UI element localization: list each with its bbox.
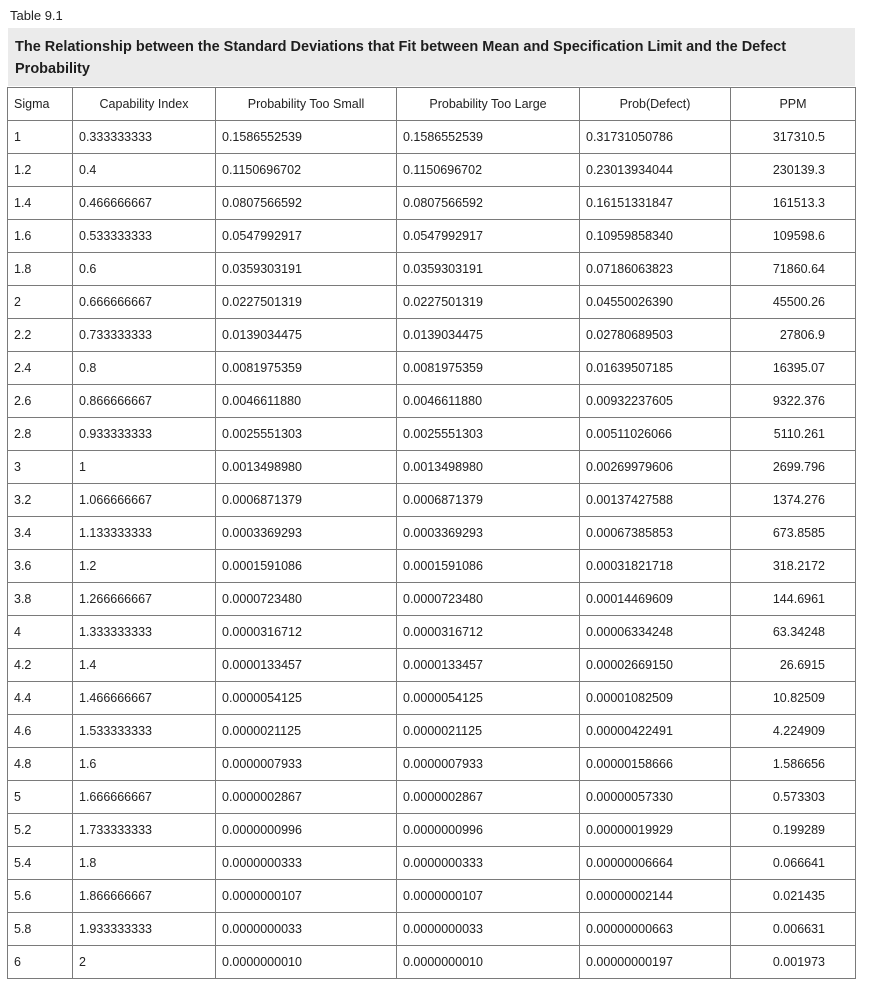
cell-ppm: 45500.26 — [731, 286, 856, 319]
cell-prob-defect: 0.00000057330 — [580, 781, 731, 814]
cell-probability-too-small: 0.0547992917 — [216, 220, 397, 253]
cell-probability-too-large: 0.0547992917 — [397, 220, 580, 253]
table-label: Table 9.1 — [10, 8, 63, 23]
column-header-capability-index: Capability Index — [73, 88, 216, 121]
cell-ppm: 144.6961 — [731, 583, 856, 616]
cell-ppm: 109598.6 — [731, 220, 856, 253]
cell-sigma: 3.2 — [8, 484, 73, 517]
cell-capability-index: 1.533333333 — [73, 715, 216, 748]
cell-probability-too-large: 0.0000000107 — [397, 880, 580, 913]
cell-prob-defect: 0.23013934044 — [580, 154, 731, 187]
cell-capability-index: 0.8 — [73, 352, 216, 385]
table-row — [8, 550, 856, 583]
cell-probability-too-large: 0.0000316712 — [397, 616, 580, 649]
cell-ppm: 0.573303 — [731, 781, 856, 814]
cell-probability-too-large: 0.0006871379 — [397, 484, 580, 517]
cell-capability-index: 1.6 — [73, 748, 216, 781]
cell-probability-too-small: 0.1586552539 — [216, 121, 397, 154]
cell-prob-defect: 0.00511026066 — [580, 418, 731, 451]
cell-probability-too-small: 0.0001591086 — [216, 550, 397, 583]
table-row — [8, 583, 856, 616]
cell-probability-too-large: 0.0139034475 — [397, 319, 580, 352]
cell-capability-index: 0.333333333 — [73, 121, 216, 154]
cell-probability-too-large: 0.0025551303 — [397, 418, 580, 451]
cell-probability-too-large: 0.0046611880 — [397, 385, 580, 418]
table-row — [8, 154, 856, 187]
cell-probability-too-small: 0.1150696702 — [216, 154, 397, 187]
cell-ppm: 1.586656 — [731, 748, 856, 781]
cell-probability-too-large: 0.1586552539 — [397, 121, 580, 154]
cell-capability-index: 0.933333333 — [73, 418, 216, 451]
cell-probability-too-large: 0.1150696702 — [397, 154, 580, 187]
cell-probability-too-large: 0.0000723480 — [397, 583, 580, 616]
cell-sigma: 6 — [8, 946, 73, 979]
table-row — [8, 781, 856, 814]
cell-sigma: 4.8 — [8, 748, 73, 781]
cell-probability-too-large: 0.0807566592 — [397, 187, 580, 220]
cell-probability-too-large: 0.0000021125 — [397, 715, 580, 748]
cell-probability-too-small: 0.0000000333 — [216, 847, 397, 880]
table-row — [8, 286, 856, 319]
cell-capability-index: 2 — [73, 946, 216, 979]
cell-probability-too-large: 0.0000133457 — [397, 649, 580, 682]
column-header-probability-too-small: Probability Too Small — [216, 88, 397, 121]
cell-ppm: 1374.276 — [731, 484, 856, 517]
table-row — [8, 682, 856, 715]
column-header-prob-defect: Prob(Defect) — [580, 88, 731, 121]
table-row — [8, 715, 856, 748]
table-row — [8, 220, 856, 253]
cell-prob-defect: 0.00000006664 — [580, 847, 731, 880]
cell-ppm: 0.021435 — [731, 880, 856, 913]
cell-probability-too-small: 0.0359303191 — [216, 253, 397, 286]
cell-probability-too-large: 0.0000007933 — [397, 748, 580, 781]
cell-ppm: 0.006631 — [731, 913, 856, 946]
cell-probability-too-small: 0.0046611880 — [216, 385, 397, 418]
cell-prob-defect: 0.00000000663 — [580, 913, 731, 946]
cell-capability-index: 1.8 — [73, 847, 216, 880]
cell-ppm: 71860.64 — [731, 253, 856, 286]
cell-capability-index: 0.866666667 — [73, 385, 216, 418]
cell-capability-index: 1.333333333 — [73, 616, 216, 649]
cell-ppm: 2699.796 — [731, 451, 856, 484]
cell-sigma: 3 — [8, 451, 73, 484]
cell-probability-too-small: 0.0807566592 — [216, 187, 397, 220]
cell-sigma: 2.4 — [8, 352, 73, 385]
cell-probability-too-large: 0.0359303191 — [397, 253, 580, 286]
cell-probability-too-small: 0.0000054125 — [216, 682, 397, 715]
cell-sigma: 4.6 — [8, 715, 73, 748]
cell-prob-defect: 0.01639507185 — [580, 352, 731, 385]
cell-ppm: 673.8585 — [731, 517, 856, 550]
cell-capability-index: 0.533333333 — [73, 220, 216, 253]
cell-capability-index: 1 — [73, 451, 216, 484]
cell-probability-too-large: 0.0000002867 — [397, 781, 580, 814]
cell-capability-index: 1.733333333 — [73, 814, 216, 847]
cell-sigma: 1 — [8, 121, 73, 154]
cell-capability-index: 1.133333333 — [73, 517, 216, 550]
cell-sigma: 2.6 — [8, 385, 73, 418]
cell-sigma: 5.4 — [8, 847, 73, 880]
cell-probability-too-small: 0.0000000010 — [216, 946, 397, 979]
cell-prob-defect: 0.00000000197 — [580, 946, 731, 979]
cell-sigma: 3.8 — [8, 583, 73, 616]
cell-sigma: 1.6 — [8, 220, 73, 253]
cell-probability-too-large: 0.0000000996 — [397, 814, 580, 847]
cell-prob-defect: 0.00269979606 — [580, 451, 731, 484]
sigma-defect-table — [7, 87, 856, 979]
table-row — [8, 253, 856, 286]
cell-sigma: 3.4 — [8, 517, 73, 550]
table-row — [8, 814, 856, 847]
cell-ppm: 0.199289 — [731, 814, 856, 847]
cell-prob-defect: 0.31731050786 — [580, 121, 731, 154]
table-row — [8, 748, 856, 781]
table-row — [8, 946, 856, 979]
cell-probability-too-small: 0.0000021125 — [216, 715, 397, 748]
cell-probability-too-small: 0.0139034475 — [216, 319, 397, 352]
cell-capability-index: 1.066666667 — [73, 484, 216, 517]
cell-ppm: 16395.07 — [731, 352, 856, 385]
cell-probability-too-small: 0.0000316712 — [216, 616, 397, 649]
table-row — [8, 517, 856, 550]
column-header-probability-too-large: Probability Too Large — [397, 88, 580, 121]
cell-capability-index: 0.733333333 — [73, 319, 216, 352]
table-header-row — [8, 88, 856, 121]
cell-capability-index: 0.666666667 — [73, 286, 216, 319]
cell-ppm: 0.066641 — [731, 847, 856, 880]
column-header-sigma: Sigma — [8, 88, 73, 121]
cell-prob-defect: 0.00000158666 — [580, 748, 731, 781]
cell-probability-too-large: 0.0000000033 — [397, 913, 580, 946]
cell-probability-too-small: 0.0000133457 — [216, 649, 397, 682]
cell-capability-index: 0.4 — [73, 154, 216, 187]
cell-probability-too-small: 0.0000723480 — [216, 583, 397, 616]
cell-prob-defect: 0.00006334248 — [580, 616, 731, 649]
cell-prob-defect: 0.00932237605 — [580, 385, 731, 418]
cell-sigma: 5 — [8, 781, 73, 814]
cell-probability-too-small: 0.0006871379 — [216, 484, 397, 517]
cell-prob-defect: 0.00000002144 — [580, 880, 731, 913]
cell-capability-index: 1.933333333 — [73, 913, 216, 946]
table-row — [8, 847, 856, 880]
cell-prob-defect: 0.00002669150 — [580, 649, 731, 682]
table-row — [8, 352, 856, 385]
cell-prob-defect: 0.02780689503 — [580, 319, 731, 352]
cell-probability-too-small: 0.0000002867 — [216, 781, 397, 814]
cell-probability-too-large: 0.0013498980 — [397, 451, 580, 484]
cell-ppm: 230139.3 — [731, 154, 856, 187]
cell-probability-too-large: 0.0000000333 — [397, 847, 580, 880]
cell-probability-too-large: 0.0001591086 — [397, 550, 580, 583]
cell-ppm: 27806.9 — [731, 319, 856, 352]
cell-capability-index: 1.666666667 — [73, 781, 216, 814]
cell-prob-defect: 0.00001082509 — [580, 682, 731, 715]
cell-sigma: 4.2 — [8, 649, 73, 682]
cell-probability-too-small: 0.0000007933 — [216, 748, 397, 781]
cell-prob-defect: 0.00137427588 — [580, 484, 731, 517]
cell-sigma: 4.4 — [8, 682, 73, 715]
table-row — [8, 913, 856, 946]
table-body — [8, 121, 856, 979]
cell-ppm: 26.6915 — [731, 649, 856, 682]
cell-sigma: 1.8 — [8, 253, 73, 286]
table-row — [8, 880, 856, 913]
table-row — [8, 649, 856, 682]
cell-probability-too-large: 0.0227501319 — [397, 286, 580, 319]
table-row — [8, 187, 856, 220]
cell-capability-index: 0.466666667 — [73, 187, 216, 220]
cell-capability-index: 1.2 — [73, 550, 216, 583]
cell-probability-too-small: 0.0013498980 — [216, 451, 397, 484]
cell-sigma: 5.2 — [8, 814, 73, 847]
table-row — [8, 451, 856, 484]
cell-sigma: 5.8 — [8, 913, 73, 946]
cell-capability-index: 0.6 — [73, 253, 216, 286]
cell-sigma: 2.8 — [8, 418, 73, 451]
cell-prob-defect: 0.16151331847 — [580, 187, 731, 220]
cell-probability-too-large: 0.0000000010 — [397, 946, 580, 979]
cell-probability-too-small: 0.0227501319 — [216, 286, 397, 319]
cell-prob-defect: 0.07186063823 — [580, 253, 731, 286]
cell-ppm: 10.82509 — [731, 682, 856, 715]
cell-probability-too-small: 0.0081975359 — [216, 352, 397, 385]
table-row — [8, 385, 856, 418]
cell-probability-too-large: 0.0081975359 — [397, 352, 580, 385]
cell-sigma: 2 — [8, 286, 73, 319]
cell-ppm: 317310.5 — [731, 121, 856, 154]
cell-probability-too-small: 0.0000000107 — [216, 880, 397, 913]
cell-sigma: 3.6 — [8, 550, 73, 583]
cell-probability-too-small: 0.0003369293 — [216, 517, 397, 550]
cell-probability-too-small: 0.0000000996 — [216, 814, 397, 847]
cell-ppm: 318.2172 — [731, 550, 856, 583]
cell-probability-too-large: 0.0000054125 — [397, 682, 580, 715]
table-row — [8, 418, 856, 451]
cell-capability-index: 1.866666667 — [73, 880, 216, 913]
table-row — [8, 121, 856, 154]
column-header-ppm: PPM — [731, 88, 856, 121]
cell-ppm: 5110.261 — [731, 418, 856, 451]
cell-prob-defect: 0.00031821718 — [580, 550, 731, 583]
cell-sigma: 4 — [8, 616, 73, 649]
cell-prob-defect: 0.00067385853 — [580, 517, 731, 550]
cell-ppm: 161513.3 — [731, 187, 856, 220]
cell-ppm: 0.001973 — [731, 946, 856, 979]
cell-sigma: 5.6 — [8, 880, 73, 913]
table-row — [8, 484, 856, 517]
cell-probability-too-small: 0.0000000033 — [216, 913, 397, 946]
table-row — [8, 319, 856, 352]
cell-prob-defect: 0.00000422491 — [580, 715, 731, 748]
cell-prob-defect: 0.10959858340 — [580, 220, 731, 253]
cell-ppm: 4.224909 — [731, 715, 856, 748]
cell-prob-defect: 0.00014469609 — [580, 583, 731, 616]
cell-capability-index: 1.4 — [73, 649, 216, 682]
cell-capability-index: 1.266666667 — [73, 583, 216, 616]
cell-sigma: 1.2 — [8, 154, 73, 187]
cell-probability-too-small: 0.0025551303 — [216, 418, 397, 451]
cell-prob-defect: 0.00000019929 — [580, 814, 731, 847]
cell-ppm: 9322.376 — [731, 385, 856, 418]
cell-ppm: 63.34248 — [731, 616, 856, 649]
cell-sigma: 2.2 — [8, 319, 73, 352]
cell-capability-index: 1.466666667 — [73, 682, 216, 715]
cell-sigma: 1.4 — [8, 187, 73, 220]
table-row — [8, 616, 856, 649]
table-caption: The Relationship between the Standard Deviations that Fit between Mean and Specification Limit and the Defect Probability — [8, 28, 855, 86]
cell-probability-too-large: 0.0003369293 — [397, 517, 580, 550]
cell-prob-defect: 0.04550026390 — [580, 286, 731, 319]
